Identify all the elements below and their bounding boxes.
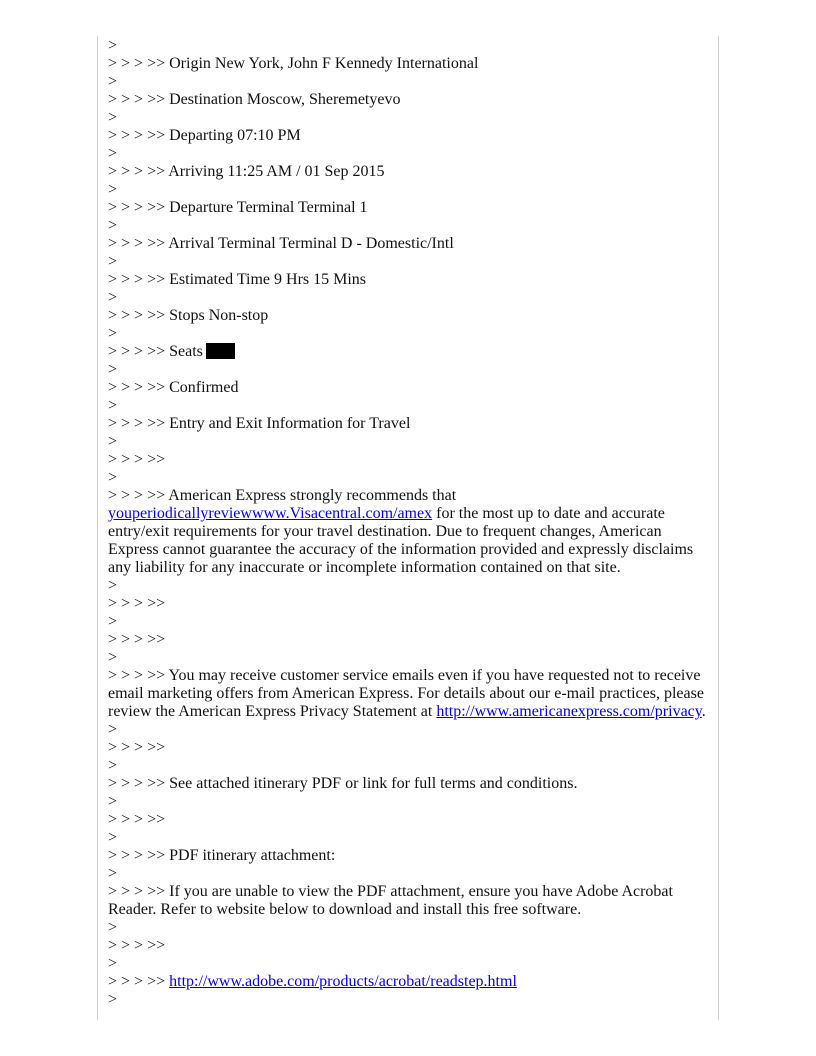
quote-line: > xyxy=(108,613,118,630)
email-body xyxy=(108,37,708,1009)
quote-line: > xyxy=(108,721,118,738)
entry-exit-heading: > > > >> Entry and Exit Information for Travel xyxy=(108,415,411,432)
quote-line: > xyxy=(108,793,118,810)
quote-line: > xyxy=(108,757,118,774)
confirmed-line: > > > >> Confirmed xyxy=(108,379,239,396)
estimated-time-line: > > > >> Estimated Time 9 Hrs 15 Mins xyxy=(108,271,367,288)
adobe-prefix: > > > >> xyxy=(108,973,170,990)
quote-line: > xyxy=(108,145,118,162)
terms-line: > > > >> See attached itinerary PDF or link for full terms and conditions. xyxy=(108,775,578,792)
quote-line: > xyxy=(108,469,118,486)
origin-line: > > > >> Origin New York, John F Kennedy International xyxy=(108,55,479,72)
email-page xyxy=(97,36,719,1020)
seats-line xyxy=(108,343,708,361)
quote-line: > xyxy=(108,217,118,234)
quote-line: > xyxy=(108,649,118,666)
privacy-prefix: > > > >> You may receive customer service emails even if you have requested not to receive email marketing offers from American Express. For details about our e-mail practices, please review the American Express Privacy Statement at xyxy=(108,667,708,720)
pdf-attachment-line: > > > >> PDF itinerary attachment: xyxy=(108,847,336,864)
visacentral-paragraph xyxy=(108,487,708,577)
privacy-suffix: . xyxy=(701,703,706,720)
visacentral-link[interactable]: youperiodicallyreviewwww.Visacentral.com/amex xyxy=(108,505,433,522)
quote-line: > xyxy=(108,73,118,90)
quote-line: > xyxy=(108,181,118,198)
quote-line: > > > >> xyxy=(108,451,166,468)
quote-line: > xyxy=(108,829,118,846)
quote-line: > > > >> xyxy=(108,595,166,612)
adobe-link[interactable]: http://www.adobe.com/products/acrobat/readstep.html xyxy=(169,973,517,990)
arriving-line: > > > >> Arriving 11:25 AM / 01 Sep 2015 xyxy=(108,163,385,180)
visacentral-suffix: for the most up to date and accurate entry/exit requirements for your travel destination. Due to frequent changes, American Express cannot guarantee the accuracy of the information provided and expressly disclaims any liability for any inaccurate or incomplete information contained on that site. xyxy=(108,505,698,576)
quote-line: > xyxy=(108,919,118,936)
destination-line: > > > >> Destination Moscow, Sheremetyevo xyxy=(108,91,401,108)
quote-line: > xyxy=(108,577,118,594)
quote-line: > xyxy=(108,109,118,126)
quote-line: > xyxy=(108,955,118,972)
redaction-box xyxy=(206,343,235,359)
quote-line: > xyxy=(108,433,118,450)
adobe-line xyxy=(108,973,708,991)
quote-line: > xyxy=(108,253,118,270)
quote-line: > xyxy=(108,37,118,54)
visacentral-prefix: > > > >> American Express strongly recommends that xyxy=(108,487,457,504)
privacy-paragraph xyxy=(108,667,708,721)
quote-line: > xyxy=(108,865,118,882)
seats-label: > > > >> Seats xyxy=(108,343,203,360)
arrival-terminal-line: > > > >> Arrival Terminal Terminal D - Domestic/Intl xyxy=(108,235,454,252)
acrobat-paragraph: > > > >> If you are unable to view the PDF attachment, ensure you have Adobe Acrobat Reader. Refer to website below to download and install this free software. xyxy=(108,883,677,918)
quote-line: > > > >> xyxy=(108,937,166,954)
departing-line: > > > >> Departing 07:10 PM xyxy=(108,127,301,144)
stops-line: > > > >> Stops Non-stop xyxy=(108,307,269,324)
quote-line: > > > >> xyxy=(108,811,166,828)
quote-line: > xyxy=(108,361,118,378)
quote-line: > xyxy=(108,397,118,414)
quote-line: > > > >> xyxy=(108,631,166,648)
privacy-link[interactable]: http://www.americanexpress.com/privacy xyxy=(436,703,702,720)
quote-line: > > > >> xyxy=(108,739,166,756)
quote-line: > xyxy=(108,991,118,1008)
departure-terminal-line: > > > >> Departure Terminal Terminal 1 xyxy=(108,199,368,216)
quote-line: > xyxy=(108,325,118,342)
quote-line: > xyxy=(108,289,118,306)
